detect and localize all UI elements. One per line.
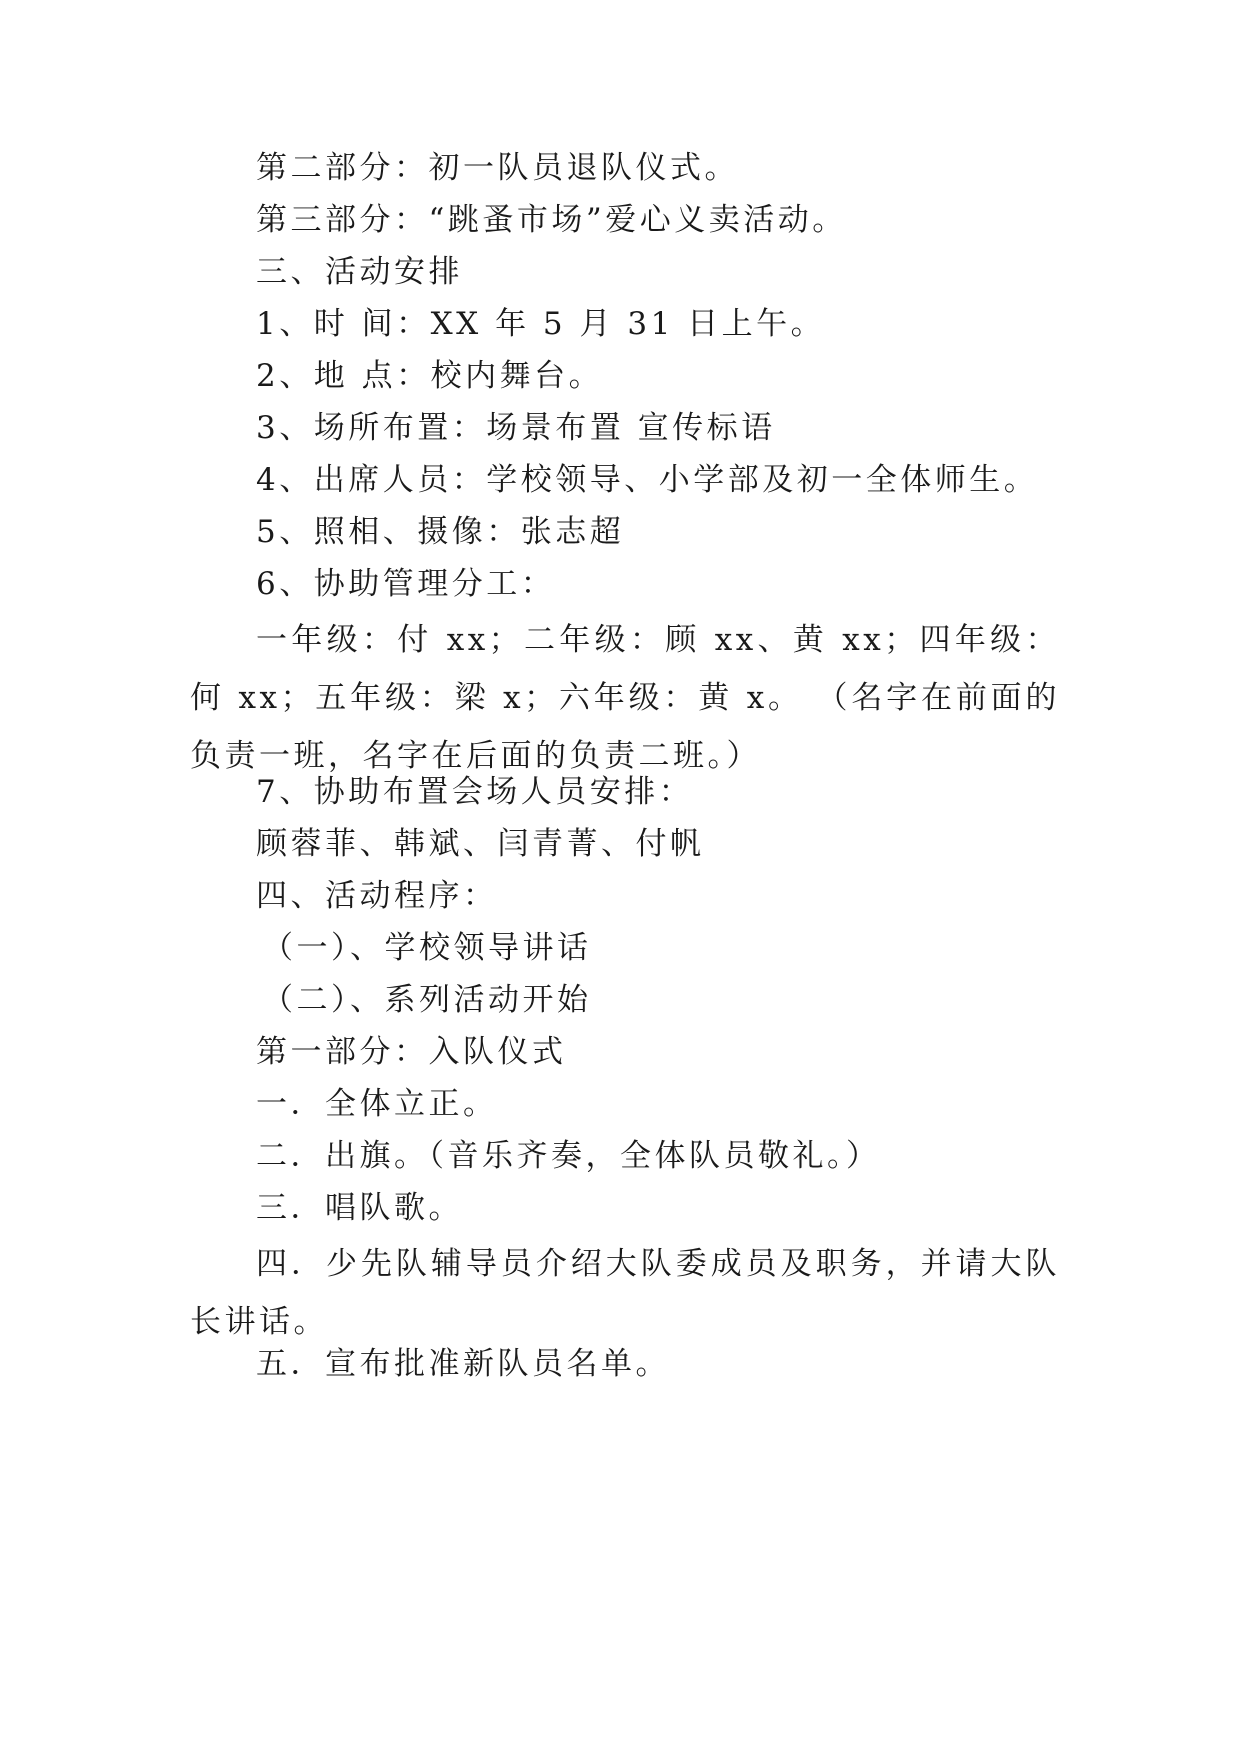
text-line: 二．出旗。（音乐齐奏，全体队员敬礼。） <box>256 1138 881 1174</box>
section-heading: 四、活动程序： <box>256 878 498 914</box>
text-line: 一．全体立正。 <box>256 1086 498 1122</box>
text-line: 1、时 间：XX 年 5 月 31 日上午。 <box>256 306 826 342</box>
text-line: 三．唱队歌。 <box>256 1190 463 1226</box>
text-line: 第三部分：“跳蚤市场”爱心义卖活动。 <box>256 202 847 238</box>
text-line: 五．宣布批准新队员名单。 <box>256 1346 670 1382</box>
text-line: 5、照相、摄像：张志超 <box>256 514 625 550</box>
paragraph: 一年级：付 xx；二年级：顾 xx、黄 xx；四年级：何 xx；五年级：梁 x；六年级：黄 x。 （名字在前面的负责一班，名字在后面的负责二班。） <box>190 622 1060 774</box>
section-heading: 三、活动安排 <box>256 254 463 290</box>
text-line: 2、地 点：校内舞台。 <box>256 358 604 394</box>
text-line: 6、协助管理分工： <box>256 566 556 602</box>
text-line: 第二部分：初一队员退队仪式。 <box>256 150 739 186</box>
text-line: 第一部分：入队仪式 <box>256 1034 567 1070</box>
paragraph: 四．少先队辅导员介绍大队委成员及职务，并请大队长讲话。 <box>190 1246 1060 1340</box>
text-line: 顾蓉菲、韩斌、闫青菁、付帆 <box>256 826 705 862</box>
text-line: 3、场所布置：场景布置 宣传标语 <box>256 410 776 446</box>
text-line: （一）、学校领导讲话 <box>262 930 592 966</box>
text-line: 7、协助布置会场人员安排： <box>256 774 694 810</box>
text-line: 4、出席人员：学校领导、小学部及初一全体师生。 <box>256 462 1039 498</box>
text-line: （二）、系列活动开始 <box>262 982 592 1018</box>
